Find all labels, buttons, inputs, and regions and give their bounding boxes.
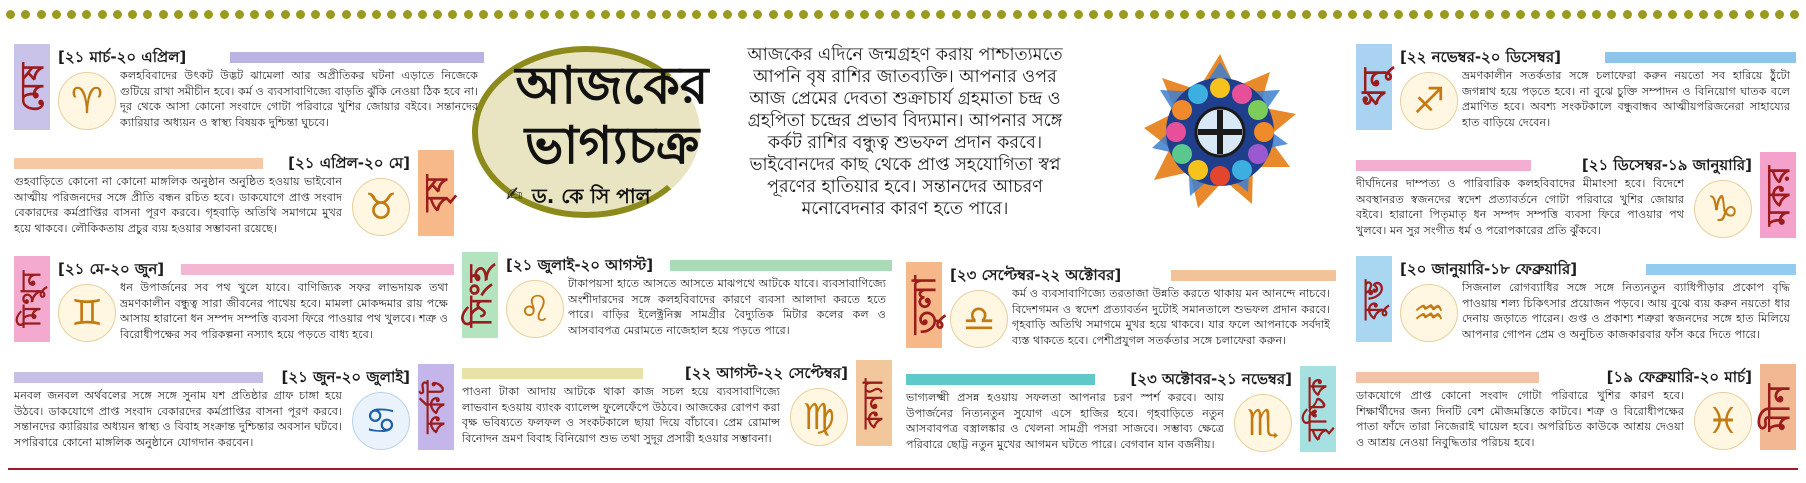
horoscope-block bbox=[14, 364, 454, 462]
border-dot bbox=[113, 10, 122, 19]
border-dot bbox=[1653, 10, 1662, 19]
border-dot bbox=[1165, 10, 1174, 19]
border-dot bbox=[1028, 10, 1037, 19]
border-dot bbox=[1424, 10, 1433, 19]
border-dot bbox=[1531, 10, 1540, 19]
border-dot bbox=[1379, 10, 1388, 19]
sign-date-range: [২১ মে-২০ জুন] bbox=[58, 260, 165, 278]
border-dot bbox=[1074, 10, 1083, 19]
border-dot bbox=[1257, 10, 1266, 19]
border-dot bbox=[235, 10, 244, 19]
sign-color-bar bbox=[1646, 264, 1796, 275]
sign-forecast-text: ধন উপার্জনের সব পথ খুলে যাবে। বাণিজ্যিক সফর লাভদায়ক তথা ভ্রমণকালীন বন্ধুত্ব সারা জীবনের পাথেয় হবে। মামলা মোকদ্দমার রায় পক্ষে আসায় হারানো ধন সম্পদ সম্পত্তি ব্যবসা ফিরে পাওয়ার পথ খুলবে। শত্রু ও বিরোধীপক্ষের সব পরিকল্পনা নস্যাৎ হয়ে পড়তে বাধ্য হবে। bbox=[120, 281, 448, 341]
border-dot bbox=[403, 10, 412, 19]
border-dot bbox=[586, 10, 595, 19]
sign-color-bar bbox=[1171, 270, 1336, 281]
border-dot bbox=[875, 10, 884, 19]
pen-icon: ✍ bbox=[506, 182, 523, 206]
border-dot bbox=[1623, 10, 1632, 19]
masthead bbox=[472, 46, 722, 218]
border-dot bbox=[1607, 10, 1616, 19]
sign-color-bar bbox=[14, 372, 263, 383]
sign-name-tab bbox=[906, 262, 942, 348]
border-dot bbox=[1714, 10, 1723, 19]
sign-name: মেষ bbox=[13, 61, 51, 113]
sign-date-range: [২০ জানুয়ারি-১৮ ফেব্রুয়ারি] bbox=[1400, 260, 1578, 278]
horoscope-block bbox=[462, 252, 892, 350]
sign-color-bar bbox=[14, 158, 263, 169]
border-dot bbox=[372, 10, 381, 19]
page-title bbox=[512, 56, 712, 176]
sign-name-tab bbox=[418, 364, 454, 450]
sign-color-bar bbox=[462, 368, 643, 379]
title-line-1: আজকের bbox=[515, 56, 709, 116]
border-dot bbox=[631, 10, 640, 19]
border-dot bbox=[1470, 10, 1479, 19]
border-dot bbox=[830, 10, 839, 19]
border-dot bbox=[1211, 10, 1220, 19]
sign-forecast-text: সিজনাল রোগব্যাধির সঙ্গে সঙ্গে নিত্যনতুন ব্যাধিপীড়ার প্রকোপ বৃদ্ধি পাওয়ায় শল্য চিকিৎসার প্রয়োজন পড়বে। আয় বুঝে ব্যয় করুন নয়তো ধার দেনায় জড়াতে পারেন। গুপ্ত ও প্রকাশ্য শত্রুরা স্বজনদের সঙ্গে হাত মিলিয়ে আপনার গোপন প্রেম ও অনুচিত কাজকারবার ফাঁস করে দিতে পারে। bbox=[1462, 281, 1790, 341]
sign-date-range: [২২ নভেম্বর-২০ ডিসেম্বর] bbox=[1400, 48, 1561, 66]
leo-icon: ♌ bbox=[506, 280, 564, 338]
capricorn-icon: ♑ bbox=[1694, 180, 1752, 238]
sign-name: কুম্ভ bbox=[1359, 278, 1389, 320]
sign-name: কন্যা bbox=[859, 377, 889, 429]
horoscope-block bbox=[14, 44, 484, 142]
sign-date-range: [১৯ ফেব্রুয়ারি-২০ মার্চ] bbox=[1606, 368, 1752, 386]
horoscope-block bbox=[14, 256, 454, 354]
sign-date-range: [২১ মার্চ-২০ এপ্রিল] bbox=[58, 48, 187, 66]
sign-forecast-text: ভ্রমণকালীন সতর্কতার সঙ্গে চলাফেরা করুন নয়তো সব হারিয়ে ঠুঁটো জগন্নাথ হয়ে পড়তে হবে। না বুঝে চুক্তি সম্পাদন ও বিনিয়োগ ঘাতক বলে প্রমাণিত হবে। অবশ্য সংকটকালে বন্ধুবান্ধব আত্মীয়পরিজনেরা সাহায্যের হাত বাড়িয়ে দেবেন। bbox=[1462, 69, 1790, 129]
border-dot bbox=[753, 10, 762, 19]
border-dot bbox=[1394, 10, 1403, 19]
scorpio-icon: ♏ bbox=[1234, 394, 1292, 452]
border-dot bbox=[997, 10, 1006, 19]
border-dot bbox=[357, 10, 366, 19]
border-dot bbox=[616, 10, 625, 19]
horoscope-block bbox=[906, 366, 1336, 464]
sign-forecast-text: কলহবিবাদের উৎকট উদ্ভট ঝামেলা আর অপ্রীতিকর ঘটনা এড়াতে নিজেকে গুটিয়ে রাখা সমীচীন হবে। কর্ম ও ব্যবসাবাণিজ্যে বাড়তি ঝুঁকি নেওয়া ঠিক হবে না। দূর থেকে আসা কোনো সংবাদে গোটা পরিবারে খুশির জোয়ার বইবে। সন্তানদের ক্যারিয়ার অধ্যয়ন ও স্বাস্থ্য বিষয়ক দুশ্চিন্তা ঘুচবে। bbox=[120, 69, 478, 129]
sign-forecast-text: কর্ম ও ব্যবসাবাণিজ্যে তরতাজা উন্নতি করতে থাকায় মন আনন্দে নাচবে। বিদেশগমন ও স্বদেশ প্রত্যাবর্তন দুটোই সমানতালে শুভফল প্রদান করবে। গৃহবাড়ি অতিথি সমাগমে মুখর হয়ে থাকবে। যার ফলে আপনাকে সর্বদাই ব্যস্ত থাকতে হবে। পেশীপ্রযুগল সতর্কতার সঙ্গে চলাফেরা করুন। bbox=[1012, 287, 1330, 347]
sign-name-tab bbox=[14, 256, 50, 342]
border-dot bbox=[1760, 10, 1769, 19]
border-dot bbox=[708, 10, 717, 19]
sign-name-tab bbox=[1356, 44, 1392, 130]
sign-name-tab bbox=[418, 150, 454, 236]
border-dot bbox=[296, 10, 305, 19]
horoscope-block bbox=[14, 150, 454, 248]
sign-date-range: [২৩ অক্টোবর-২১ নভেম্বর] bbox=[1130, 370, 1292, 388]
sign-name: মকর bbox=[1759, 164, 1797, 226]
sign-name-tab bbox=[1300, 366, 1336, 452]
border-dot bbox=[1180, 10, 1189, 19]
border-dot bbox=[1089, 10, 1098, 19]
taurus-icon: ♉ bbox=[352, 178, 410, 236]
sign-color-bar bbox=[670, 260, 892, 271]
sign-name-tab bbox=[856, 360, 892, 446]
virgo-icon: ♍ bbox=[790, 388, 848, 446]
sign-date-range: [২২ আগস্ট-২২ সেপ্টেম্বর] bbox=[684, 364, 848, 382]
border-dot bbox=[1302, 10, 1311, 19]
border-dot bbox=[1638, 10, 1647, 19]
border-dot bbox=[1562, 10, 1571, 19]
sign-date-range: [২১ জুলাই-২০ আগস্ট] bbox=[506, 256, 654, 274]
border-dot bbox=[677, 10, 686, 19]
border-dot bbox=[723, 10, 732, 19]
border-dot bbox=[128, 10, 137, 19]
sign-name: তুলা bbox=[905, 275, 943, 335]
sign-date-range: [২১ ডিসেম্বর-১৯ জানুয়ারি] bbox=[1581, 156, 1752, 174]
sign-name-tab bbox=[14, 44, 50, 130]
horoscope-block bbox=[1356, 44, 1796, 142]
border-dot bbox=[845, 10, 854, 19]
sign-name: মীন bbox=[1759, 382, 1797, 432]
border-dot bbox=[1699, 10, 1708, 19]
border-dot bbox=[1119, 10, 1128, 19]
sign-color-bar bbox=[230, 52, 484, 63]
border-dot bbox=[1058, 10, 1067, 19]
border-dot bbox=[1790, 10, 1799, 19]
border-dot bbox=[1409, 10, 1418, 19]
border-dot bbox=[311, 10, 320, 19]
sign-forecast-text: মনবল জনবল অর্থবলের সঙ্গে সঙ্গে সুনাম যশ প্রতিষ্ঠার গ্রাফ চাঙ্গা হয়ে উঠবে। ডাকযোগে প্রাপ্ত সংবাদ বেকারদের কর্মপ্রাপ্তির বাসনা পূরণ করবে। সন্তানদের ক্যারিয়ার অধ্যয়ন স্বাস্থ্য ও বিবাহ সংক্রান্ত দুশ্চিন্তার অবসান ঘটবে। সপরিবারে কোনো মাঙ্গলিক অনুষ্ঠানে যোগদান করবেন। bbox=[14, 389, 342, 449]
sign-name-tab bbox=[462, 252, 498, 338]
sign-color-bar bbox=[181, 264, 454, 275]
border-dot bbox=[82, 10, 91, 19]
border-dot bbox=[387, 10, 396, 19]
border-dot bbox=[1348, 10, 1357, 19]
sign-color-bar bbox=[906, 374, 1095, 385]
border-dot bbox=[326, 10, 335, 19]
border-dot bbox=[1196, 10, 1205, 19]
border-dot bbox=[342, 10, 351, 19]
border-dot bbox=[98, 10, 107, 19]
border-dot bbox=[570, 10, 579, 19]
libra-icon: ♎ bbox=[950, 290, 1008, 348]
border-dot bbox=[479, 10, 488, 19]
sign-name: কর্কট bbox=[421, 380, 451, 434]
horoscope-block bbox=[906, 262, 1336, 360]
gemini-icon: ♊ bbox=[58, 284, 116, 342]
border-dot bbox=[1135, 10, 1144, 19]
sign-forecast-text: গুহবাড়িতে কোনো না কোনো মাঙ্গলিক অনুষ্ঠান অনুষ্ঠিত হওয়ায় ভাইবোন আত্মীয় পরিজনদের সঙ্গে প্রীতি বন্ধন রচিত হবে। ডাকযোগে প্রাপ্ত সংবাদ বেকারদের কর্মপ্রাপ্তির বাসনা পূরণ করবে। গৃহবাড়ি অতিথি সমাগমে মুখর হয়ে থাকবে। লৌকিকতায় প্রচুর ব্যয় হওয়ার সম্ভাবনা রয়েছে। bbox=[14, 175, 342, 235]
sign-color-bar bbox=[1605, 52, 1796, 63]
border-dot bbox=[204, 10, 213, 19]
border-dot bbox=[1485, 10, 1494, 19]
sign-forecast-text: ডাকযোগে প্রাপ্ত কোনো সংবাদ গোটা পরিবারে খুশির কারণ হবে। শিক্ষার্থীদের জন্য দিনটি বেশ মৌজমস্তিতে কাটবে। শত্রু ও বিরোধীপক্ষের পাতা ফাঁদে তারা নিজেরাই ঘায়েল হবে। অপরিচিত কাউকে আশ্রয় দেওয়া ও আশ্রয় নেওয়া নিবুদ্ধিতার পরিচয় হবে। bbox=[1356, 389, 1684, 449]
sagittarius-icon: ♐ bbox=[1400, 72, 1458, 130]
border-dot bbox=[1150, 10, 1159, 19]
horoscope-block bbox=[1356, 364, 1796, 462]
sign-color-bar bbox=[1356, 372, 1539, 383]
border-dot bbox=[1455, 10, 1464, 19]
border-dot bbox=[906, 10, 915, 19]
border-dot bbox=[1226, 10, 1235, 19]
horoscope-block bbox=[462, 360, 892, 458]
sign-forecast-text: পাওনা টাকা আদায় আটকে থাকা কাজ সচল হয়ে ব্যবসাবাণিজ্যে লাভবান হওয়ায় ব্যাংক ব্যালেন্স ফুলেফেঁপে উঠবে। আজকের রোপণ করা বৃক্ষ ভবিষ্যতে ফলফল ও সংকটকালে ছায়া দিয়ে বাঁচাবে। প্রেম রোমান্স বিনোদন ভ্রমণ বিবাহ বিনিয়োগ শুভ তথা সুদূর প্রসারী হওয়ার সম্ভাবনা। bbox=[462, 385, 780, 445]
border-dot bbox=[21, 10, 30, 19]
border-dot bbox=[1287, 10, 1296, 19]
sign-name: বৃষ bbox=[417, 174, 455, 212]
border-dot bbox=[814, 10, 823, 19]
border-dot bbox=[433, 10, 442, 19]
border-dot bbox=[601, 10, 610, 19]
border-dot bbox=[1333, 10, 1342, 19]
border-dot bbox=[159, 10, 168, 19]
border-dot bbox=[540, 10, 549, 19]
sign-forecast-text: ভাগ্যলক্ষ্মী প্রসন্ন হওয়ায় সফলতা আপনার চরণ স্পর্শ করবে। আয় উপার্জনের নিত্যনতুন সুযোগ এসে হাজির হবে। গৃহবাড়িতে নতুন আসবাবপত্র বস্ত্রালঙ্কার ও খেলনা সামগ্রী পসরা সাজবে। সম্ভাব্য ক্ষেত্রে পরিবারে ছোট্ট নতুন মুখের আগমন ঘটতে পারে। বেগবান যান বর্জনীয়। bbox=[906, 391, 1224, 451]
border-dot bbox=[1684, 10, 1693, 19]
bottom-rule bbox=[8, 468, 1798, 470]
border-dot bbox=[1241, 10, 1250, 19]
border-dot bbox=[265, 10, 274, 19]
border-dot bbox=[1592, 10, 1601, 19]
border-dot bbox=[52, 10, 61, 19]
sign-name-tab bbox=[1760, 152, 1796, 238]
sign-forecast-text: টাকাপয়সা হাতে আসতে আসতে মাঝপথে আটকে যাবে। ব্যবসাবাণিজ্যে অংশীদারদের সঙ্গে কলহবিবাদের কারণে ব্যবসা আলাদা করতে হতে পারে। বাড়ির ইলেক্ট্রনিক্স সামগ্রীর বৈদ্যুতিক মিটার কলের কল ও আসবাবপত্র মেরামতে নাজেহাল হয়ে পড়তে পারে। bbox=[568, 277, 886, 337]
border-dot bbox=[1363, 10, 1372, 19]
sign-forecast-text: দীর্ঘদিনের দাম্পত্য ও পারিবারিক কলহবিবাদের মীমাংসা হবে। বিদেশে অবস্থানরত স্বজনদের স্বদেশ প্রত্যাবর্তনে গোটা পরিবারে খুশির জোয়ার বইবে। হারানো পিতৃমাতৃ ধন সম্পদ সম্পত্তি ব্যবসা ফিরে পাওয়ার পথ খুলবে। মন সুর সংগীত ধর্ম ও পরোপকারের প্রতি ঝুঁকবে। bbox=[1356, 177, 1684, 237]
birthday-intro: আজকের এদিনে জন্মগ্রহণ করায় পাশ্চাত্যমতে আপনি বৃষ রাশির জাতব্যক্তি। আপনার ওপর আজ প্রেমের দেবতা শুক্রাচার্য গ্রহমাতা চন্দ্র ও গ্রহপিতা চন্দ্রের প্রভাব বিদ্যমান। আপনার সঙ্গে কর্কট রাশির বন্ধুত্ব শুভফল প্রদান করবে। ভাইবোনদের কাছ থেকে প্রাপ্ত সহযোগিতা স্বপ্ন পূরণের হাতিয়ার হবে। সন্তানদের আচরণ মনোবেদনার কারণ হতে পারে। bbox=[747, 45, 1063, 219]
border-dot bbox=[37, 10, 46, 19]
border-dot bbox=[281, 10, 290, 19]
border-dot bbox=[1516, 10, 1525, 19]
border-dot bbox=[555, 10, 564, 19]
border-dot bbox=[936, 10, 945, 19]
zodiac-wheel-icon bbox=[1140, 52, 1300, 212]
border-dot bbox=[1318, 10, 1327, 19]
border-dot bbox=[769, 10, 778, 19]
horoscope-block bbox=[1356, 152, 1796, 250]
border-dot bbox=[174, 10, 183, 19]
border-dot bbox=[494, 10, 503, 19]
aquarius-icon: ♒ bbox=[1400, 284, 1458, 342]
sign-name: সিংহ bbox=[461, 263, 499, 327]
border-dot bbox=[738, 10, 747, 19]
sign-date-range: [২৩ সেপ্টেম্বর-২২ অক্টোবর] bbox=[950, 266, 1122, 284]
cancer-icon: ♋ bbox=[352, 392, 410, 450]
border-dot bbox=[1104, 10, 1113, 19]
border-dot bbox=[220, 10, 229, 19]
border-dot bbox=[662, 10, 671, 19]
sign-name: ধনু bbox=[1355, 67, 1393, 107]
sign-color-bar bbox=[1356, 160, 1531, 171]
border-dot bbox=[509, 10, 518, 19]
pisces-icon: ♓ bbox=[1694, 392, 1752, 450]
sign-name-tab bbox=[1760, 364, 1796, 450]
sign-name: বৃশ্চিক bbox=[1303, 377, 1333, 441]
border-dot bbox=[189, 10, 198, 19]
border-dot bbox=[692, 10, 701, 19]
border-dot bbox=[891, 10, 900, 19]
border-dot bbox=[464, 10, 473, 19]
border-dot bbox=[952, 10, 961, 19]
border-dot bbox=[1729, 10, 1738, 19]
border-dot bbox=[967, 10, 976, 19]
border-dot bbox=[6, 10, 15, 19]
border-dot bbox=[143, 10, 152, 19]
border-dot bbox=[448, 10, 457, 19]
border-dot bbox=[799, 10, 808, 19]
aries-icon: ♈ bbox=[58, 72, 116, 130]
border-dot bbox=[1043, 10, 1052, 19]
sign-date-range: [২১ জুন-২০ জুলাই] bbox=[281, 368, 410, 386]
sign-name: মিথুন bbox=[17, 270, 47, 328]
border-dot bbox=[921, 10, 930, 19]
border-dot bbox=[1013, 10, 1022, 19]
border-dot bbox=[1440, 10, 1449, 19]
border-dot bbox=[67, 10, 76, 19]
border-dot bbox=[1577, 10, 1586, 19]
sign-name-tab bbox=[1356, 256, 1392, 342]
border-dot bbox=[860, 10, 869, 19]
border-dot bbox=[1272, 10, 1281, 19]
author-byline: ড. কে সি পাল bbox=[532, 184, 651, 208]
border-dot bbox=[1775, 10, 1784, 19]
sign-date-range: [২১ এপ্রিল-২০ মে] bbox=[288, 154, 410, 172]
border-dot bbox=[1668, 10, 1677, 19]
border-dot bbox=[784, 10, 793, 19]
top-dotted-border bbox=[6, 6, 1800, 22]
title-line-2: ভাগ্যচক্র bbox=[524, 116, 700, 176]
border-dot bbox=[525, 10, 534, 19]
horoscope-block bbox=[1356, 256, 1796, 354]
border-dot bbox=[1501, 10, 1510, 19]
border-dot bbox=[250, 10, 259, 19]
border-dot bbox=[1745, 10, 1754, 19]
border-dot bbox=[647, 10, 656, 19]
border-dot bbox=[982, 10, 991, 19]
border-dot bbox=[418, 10, 427, 19]
border-dot bbox=[1546, 10, 1555, 19]
